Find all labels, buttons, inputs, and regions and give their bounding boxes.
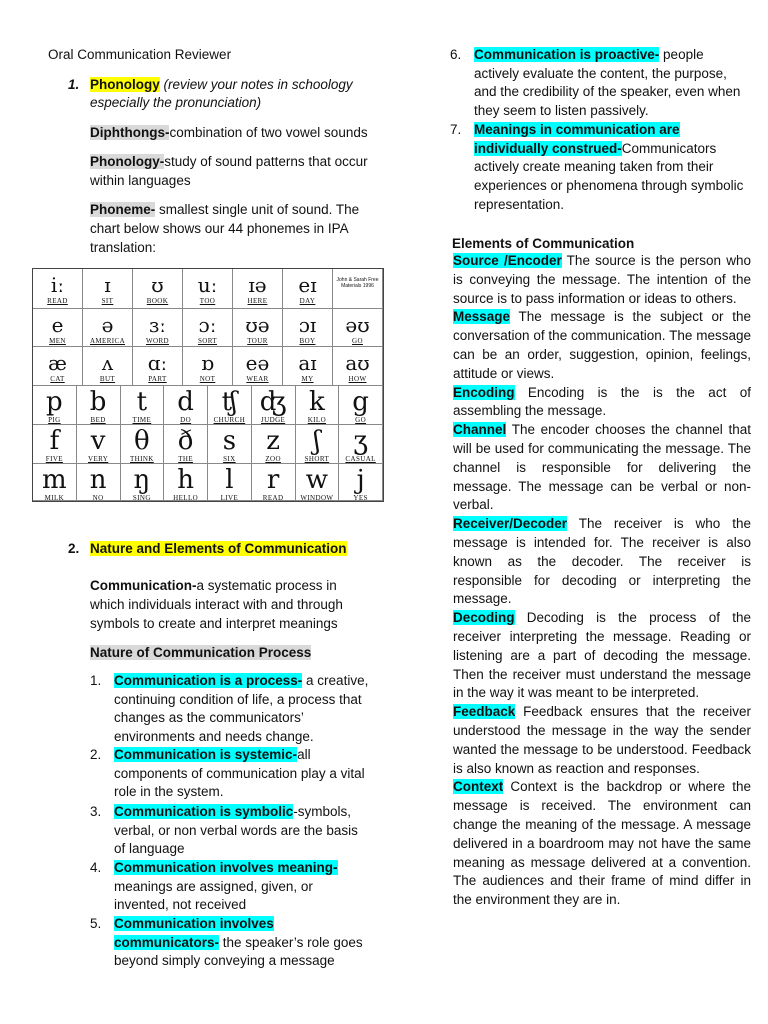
element-term: Encoding: [453, 384, 515, 400]
ipa-example-word: THE: [178, 455, 194, 463]
ipa-example-word: FIVE: [45, 455, 63, 463]
ipa-cell: [183, 269, 233, 309]
ipa-cell: [121, 464, 165, 501]
list-number: 3.: [90, 804, 102, 819]
ipa-example-word: GO: [355, 416, 367, 424]
nature-item-term: Communication is systemic-: [114, 747, 298, 762]
element-entry: [453, 252, 751, 308]
phonology-heading: Phonology: [90, 77, 160, 92]
list-number: 1.: [90, 673, 102, 688]
element-def: The encoder chooses the channel that will be used for communicating the message. The channel is responsible for delivering the message. The message can be verbal or non-verbal.: [453, 422, 751, 513]
ipa-example-word: LIVE: [220, 494, 239, 501]
ipa-example-word: SIT: [101, 297, 114, 305]
phoneme-term: Phoneme-: [90, 202, 156, 217]
nature-item-def: people actively evaluate the content, the purpose, and the credibility of the speaker, even when they seem to listen passively.: [474, 47, 741, 119]
ipa-symbol: aɪ: [298, 351, 317, 375]
element-term: Context: [453, 779, 504, 795]
ipa-symbol: ʤ: [259, 387, 287, 417]
ipa-cell: [164, 464, 208, 501]
ipa-symbol: ʒ: [353, 426, 368, 456]
ipa-symbol: æ: [48, 351, 67, 375]
ipa-example-word: MEN: [49, 337, 66, 345]
ipa-example-word: YES: [353, 494, 368, 501]
section-number: 2.: [68, 541, 80, 556]
ipa-example-word: HERE: [247, 297, 268, 305]
element-def: Encoding is the is the act of assembling the message.: [453, 384, 751, 419]
ipa-cell: [252, 386, 296, 425]
element-entry: [453, 515, 751, 609]
ipa-symbol: h: [177, 465, 194, 495]
ipa-cell: [121, 425, 165, 464]
nature-item-def: -symbols, verbal, or non verbal words are the basis of language: [114, 804, 358, 857]
ipa-example-word: PIG: [48, 416, 61, 424]
ipa-example-word: VERY: [87, 455, 109, 463]
ipa-example-word: BOOK: [146, 297, 169, 305]
element-term: Feedback: [453, 704, 516, 720]
ipa-symbol: əʊ: [345, 313, 370, 337]
process-heading: Nature of Communication Process: [90, 645, 312, 660]
ipa-cell: [339, 386, 383, 425]
ipa-cell: [208, 464, 252, 501]
nature-item-def: all components of communication play a vital role in the system.: [114, 747, 365, 800]
ipa-symbol: e: [51, 313, 64, 337]
ipa-cell: [233, 309, 283, 347]
ipa-cell: [333, 309, 383, 347]
ipa-example-word: CAT: [50, 375, 65, 383]
nature-item-term: Meanings in communication are individually construed-: [474, 122, 680, 156]
ipa-phoneme-chart: [32, 268, 384, 502]
nature-item-term: Communication is a process-: [114, 673, 303, 688]
ipa-cell: [83, 309, 133, 347]
element-entry: [453, 421, 751, 515]
ipa-symbol: aʊ: [345, 351, 370, 375]
communication-def: a systematic process in which individuals interact with and through symbols to create and interpret meanings: [90, 578, 343, 631]
ipa-symbol: ɜː: [149, 313, 166, 337]
section-number: 1.: [68, 77, 80, 92]
ipa-example-word: CASUAL: [345, 455, 376, 463]
element-entry: [453, 703, 751, 778]
nature-heading: Nature and Elements of Communication: [90, 541, 347, 556]
list-number: 4.: [90, 860, 102, 875]
element-term: Source /Encoder: [453, 253, 562, 268]
ipa-cell: [339, 464, 383, 501]
ipa-example-word: HOW: [348, 375, 367, 383]
phonology-definition: [90, 152, 375, 190]
element-entry: [453, 778, 751, 910]
ipa-example-word: TOUR: [247, 337, 268, 345]
nature-section-heading: [68, 540, 368, 558]
ipa-row: [33, 269, 383, 309]
nature-item-def: the speaker’s role goes beyond simply conveying a message: [114, 934, 363, 969]
ipa-row: [33, 386, 383, 425]
ipa-cell: [33, 386, 77, 425]
diphthongs-def: combination of two vowel sounds: [169, 125, 368, 140]
ipa-symbol: ɔɪ: [298, 313, 317, 337]
nature-item-def: meanings are assigned, given, or invented, not received: [114, 878, 313, 913]
ipa-symbol: iː: [50, 273, 65, 297]
ipa-example-word: TIME: [132, 416, 152, 424]
nature-item-def: Communicators actively create meaning taken from their experiences or phenomena through symbolic representation.: [474, 140, 744, 212]
ipa-cell: [208, 386, 252, 425]
ipa-row: [33, 464, 383, 501]
nature-list-item: [450, 121, 744, 215]
ipa-cell: [33, 309, 83, 347]
ipa-symbol: ŋ: [133, 465, 151, 495]
diphthongs-term: Diphthongs-: [90, 125, 170, 140]
diphthongs-definition: [90, 123, 380, 142]
ipa-symbol: f: [49, 426, 60, 456]
ipa-symbol: ɪ: [104, 273, 111, 297]
ipa-symbol: v: [90, 426, 106, 456]
ipa-cell: [33, 269, 83, 309]
phoneme-definition: [90, 200, 360, 257]
ipa-symbol: k: [308, 387, 325, 417]
nature-list-item: [90, 672, 369, 747]
ipa-symbol: uː: [197, 273, 218, 297]
ipa-example-word: MY: [301, 375, 314, 383]
list-number: 2.: [90, 747, 102, 762]
phonology-section-heading: [68, 76, 368, 112]
ipa-symbol: ʃ: [313, 426, 321, 456]
elements-body: [453, 252, 751, 910]
nature-item-def: a creative, continuing condition of life, a process that changes as the communicators’ environments and needs change.: [114, 673, 369, 745]
ipa-example-word: AMERICA: [89, 337, 126, 345]
ipa-example-word: MILK: [44, 494, 65, 501]
ipa-symbol: p: [46, 387, 63, 417]
ipa-cell: [339, 425, 383, 464]
nature-list-item: [90, 803, 369, 859]
ipa-cell: [283, 347, 333, 386]
phonology-def: study of sound patterns that occur within languages: [90, 154, 368, 188]
ipa-credit-text: John & Sarah Free Materials 1996: [336, 277, 379, 289]
ipa-example-word: BED: [90, 416, 106, 424]
list-number: 5.: [90, 916, 102, 931]
ipa-cell: [83, 347, 133, 386]
ipa-cell: [33, 425, 77, 464]
ipa-example-word: TOO: [199, 297, 216, 305]
ipa-symbol: θ: [134, 426, 150, 456]
ipa-symbol: z: [266, 426, 280, 456]
ipa-cell: [77, 425, 121, 464]
ipa-cell: [33, 464, 77, 501]
nature-list-item: [90, 915, 369, 971]
ipa-example-word: DO: [180, 416, 192, 424]
ipa-cell: [164, 425, 208, 464]
ipa-symbol: g: [352, 387, 369, 417]
ipa-example-word: BOY: [299, 337, 316, 345]
ipa-chart-credit: [333, 269, 383, 309]
ipa-example-word: SIX: [223, 455, 236, 463]
element-entry: [453, 609, 751, 703]
element-def: The message is the subject or the conversation of the communication. The message can be an order, suggestion, opinion, feelings, attitude or views.: [453, 309, 751, 381]
ipa-cell: [121, 386, 165, 425]
ipa-example-word: PART: [148, 375, 167, 383]
element-term: Decoding: [453, 610, 515, 626]
ipa-example-word: SING: [132, 494, 151, 501]
element-def: Decoding is the process of the receiver interpreting the message. Reading or listening are a part of decoding the message. Then the receiver must understand the message in the way it was meant to be interpreted.: [453, 610, 751, 701]
ipa-cell: [133, 309, 183, 347]
element-entry: [453, 308, 751, 383]
element-def: The source is the person who is conveying the message. The intention of the source is to pass information or ideas to others.: [453, 253, 751, 306]
ipa-symbol: eə: [245, 351, 270, 375]
ipa-cell: [283, 309, 333, 347]
element-term: Receiver/Decoder: [453, 516, 568, 532]
ipa-symbol: ə: [101, 313, 114, 337]
phonology-term: Phonology-: [90, 154, 165, 169]
ipa-example-word: CHURCH: [213, 416, 246, 424]
ipa-example-word: ZOO: [265, 455, 281, 463]
ipa-symbol: ɪə: [248, 273, 267, 297]
element-term: Channel: [453, 422, 507, 438]
element-term: Message: [453, 309, 511, 325]
list-number: 7.: [450, 122, 462, 137]
ipa-example-word: GO: [352, 337, 363, 345]
ipa-example-word: WINDOW: [300, 494, 334, 501]
ipa-symbol: eɪ: [298, 273, 317, 297]
ipa-symbol: ʊə: [245, 313, 270, 337]
ipa-cell: [252, 464, 296, 501]
ipa-cell: [33, 347, 83, 386]
ipa-symbol: ɔː: [198, 313, 217, 337]
nature-list-item: [450, 46, 744, 121]
elements-heading: Elements of Communication: [452, 236, 635, 251]
ipa-example-word: WORD: [146, 337, 169, 345]
ipa-symbol: ʌ: [101, 351, 114, 375]
ipa-row: [33, 309, 383, 347]
ipa-example-word: HELLO: [173, 494, 199, 501]
ipa-cell: [183, 347, 233, 386]
ipa-symbol: t: [136, 387, 148, 417]
ipa-symbol: ʊ: [151, 273, 164, 297]
ipa-example-word: READ: [47, 297, 68, 305]
nature-item-term: Communication is symbolic: [114, 804, 294, 819]
ipa-symbol: l: [225, 465, 234, 495]
ipa-symbol: s: [222, 426, 237, 456]
ipa-cell: [296, 425, 340, 464]
ipa-symbol: m: [42, 465, 67, 495]
ipa-example-word: KILO: [307, 416, 327, 424]
ipa-cell: [183, 309, 233, 347]
ipa-symbol: ð: [177, 426, 194, 456]
ipa-example-word: SORT: [197, 337, 218, 345]
ipa-symbol: b: [89, 387, 107, 417]
ipa-symbol: d: [177, 387, 194, 417]
ipa-symbol: ʧ: [221, 387, 238, 417]
ipa-example-word: BUT: [99, 375, 116, 383]
nature-list-item: [90, 859, 369, 915]
ipa-example-word: SHORT: [304, 455, 330, 463]
ipa-cell: [77, 464, 121, 501]
ipa-cell: [233, 269, 283, 309]
phonology-note: (review your notes in schoology especially the pronunciation): [90, 77, 353, 110]
ipa-cell: [83, 269, 133, 309]
ipa-cell: [133, 347, 183, 386]
element-def: The receiver is who the message is intended for. The receiver is also known as the decoder. The receiver is responsible for decoding or interpreting the message.: [453, 516, 751, 607]
ipa-cell: [296, 386, 340, 425]
ipa-example-word: WEAR: [246, 375, 269, 383]
ipa-symbol: ɒ: [201, 351, 214, 375]
ipa-cell: [164, 386, 208, 425]
ipa-cell: [296, 464, 340, 501]
ipa-cell: [333, 347, 383, 386]
ipa-row: [33, 347, 383, 386]
element-def: Context is the backdrop or where the message is received. The environment can change the meaning of the message. A message delivered in a boardroom may not have the same meaning as message delivered at a convention. The audiences and their frame of mind differ in the environment they are in.: [453, 779, 751, 908]
ipa-example-word: NO: [92, 494, 104, 501]
communication-term: Communication-: [90, 578, 197, 593]
ipa-cell: [283, 269, 333, 309]
ipa-symbol: ɑː: [147, 351, 168, 375]
ipa-symbol: r: [266, 465, 280, 495]
ipa-example-word: DAY: [299, 297, 316, 305]
ipa-example-word: READ: [262, 494, 284, 501]
ipa-cell: [208, 425, 252, 464]
ipa-example-word: JUDGE: [261, 416, 286, 424]
ipa-symbol: j: [356, 465, 365, 495]
nature-item-term: Communication involves communicators-: [114, 916, 274, 950]
ipa-example-word: NOT: [199, 375, 216, 383]
nature-item-term: Communication involves meaning-: [114, 860, 338, 875]
ipa-cell: [133, 269, 183, 309]
nature-list-item: [90, 746, 369, 802]
ipa-cell: [233, 347, 283, 386]
communication-definition: [90, 576, 375, 633]
ipa-example-word: THINK: [129, 455, 154, 463]
ipa-symbol: w: [305, 465, 328, 495]
document-title: Oral Communication Reviewer: [48, 47, 232, 62]
ipa-symbol: n: [89, 465, 107, 495]
ipa-cell: [77, 386, 121, 425]
ipa-cell: [252, 425, 296, 464]
element-def: Feedback ensures that the receiver understood the message in the way the sender wanted the message to be understood. Feedback is also known as reaction and responses.: [453, 704, 751, 776]
ipa-row: [33, 425, 383, 464]
nature-item-term: Communication is proactive-: [474, 47, 660, 62]
phoneme-def: smallest single unit of sound. The chart below shows our 44 phonemes in IPA translation:: [90, 202, 360, 255]
list-number: 6.: [450, 47, 462, 62]
element-entry: [453, 384, 751, 422]
